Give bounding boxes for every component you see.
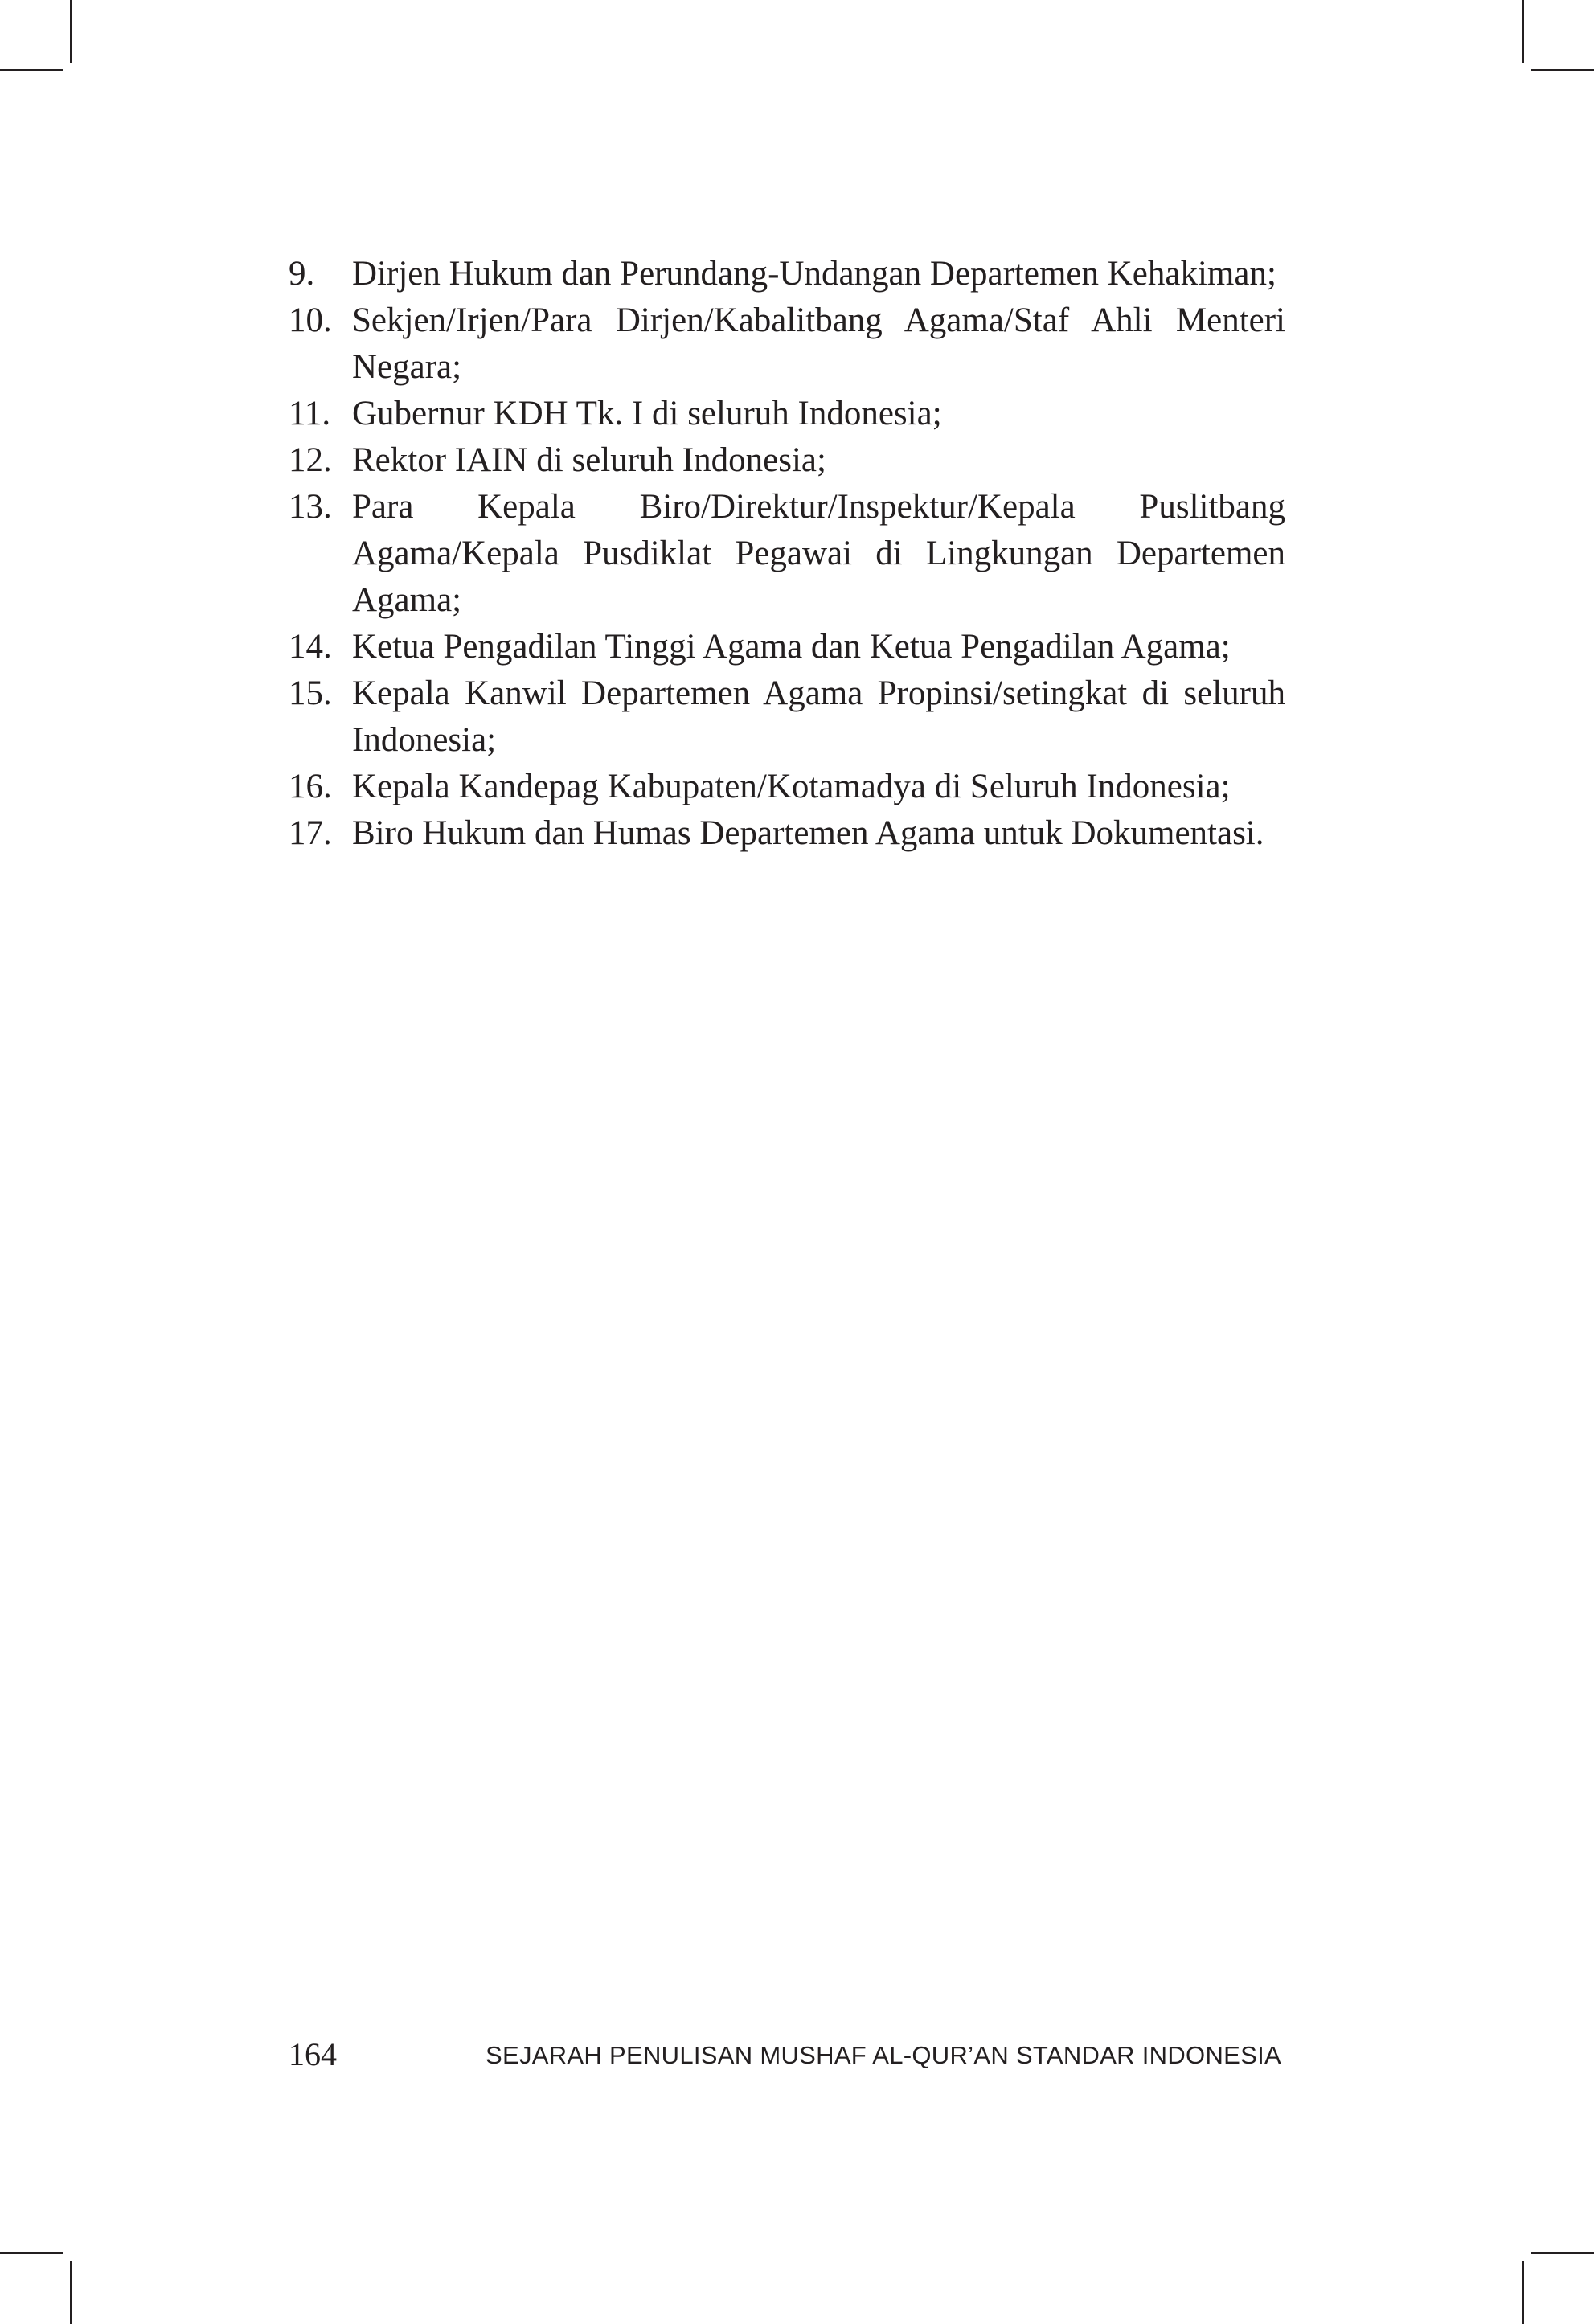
crop-mark-bottom-right-horizontal (1531, 2252, 1594, 2254)
crop-mark-top-right-horizontal (1531, 69, 1594, 71)
crop-mark-top-left-horizontal (0, 69, 63, 71)
page-number: 164 (289, 2036, 337, 2072)
list-item-text: Dirjen Hukum dan Perundang-Undangan Departemen Kehakiman; (352, 255, 1276, 293)
list-item-number: 17. (289, 814, 332, 852)
list-item-number: 13. (289, 488, 332, 526)
list-item (289, 297, 1285, 391)
crop-mark-top-right-vertical (1522, 0, 1524, 63)
list-item (289, 810, 1285, 857)
running-head: SEJARAH PENULISAN MUSHAF AL-QUR’AN STANDAR INDONESIA (486, 2041, 1281, 2069)
list-item-text: Ketua Pengadilan Tinggi Agama dan Ketua Pengadilan Agama; (352, 628, 1231, 666)
list-item (289, 391, 1285, 437)
list-item-text: Para Kepala Biro/Direktur/Inspektur/Kepala Puslitbang Agama/Kepala Pusdiklat Pegawai di Lingkungan Departemen Agama; (352, 488, 1285, 619)
list-item-number: 15. (289, 674, 332, 712)
list-item (289, 484, 1285, 624)
list-item-number: 14. (289, 628, 332, 666)
list-item-number: 11. (289, 395, 331, 432)
list-item (289, 764, 1285, 810)
list-item-text: Gubernur KDH Tk. I di seluruh Indonesia; (352, 395, 942, 432)
list-item-text: Kepala Kandepag Kabupaten/Kotamadya di Seluruh Indonesia; (352, 768, 1231, 805)
recipient-list (289, 251, 1285, 857)
list-item-text: Kepala Kanwil Departemen Agama Propinsi/setingkat di seluruh Indonesia; (352, 674, 1285, 759)
crop-mark-bottom-right-vertical (1522, 2261, 1524, 2324)
crop-mark-bottom-left-vertical (70, 2261, 72, 2324)
crop-mark-top-left-vertical (70, 0, 72, 63)
list-item-text: Biro Hukum dan Humas Departemen Agama untuk Dokumentasi. (352, 814, 1264, 852)
list-item-text: Rektor IAIN di seluruh Indonesia; (352, 441, 826, 479)
list-item (289, 251, 1285, 297)
list-item (289, 437, 1285, 484)
list-item-number: 16. (289, 768, 332, 805)
crop-mark-bottom-left-horizontal (0, 2252, 63, 2254)
list-item-text: Sekjen/Irjen/Para Dirjen/Kabalitbang Agama/Staf Ahli Menteri Negara; (352, 301, 1285, 386)
list-item-number: 12. (289, 441, 332, 479)
list-item-number: 9. (289, 255, 315, 293)
list-item (289, 670, 1285, 764)
list-item-number: 10. (289, 301, 332, 339)
list-item (289, 624, 1285, 670)
